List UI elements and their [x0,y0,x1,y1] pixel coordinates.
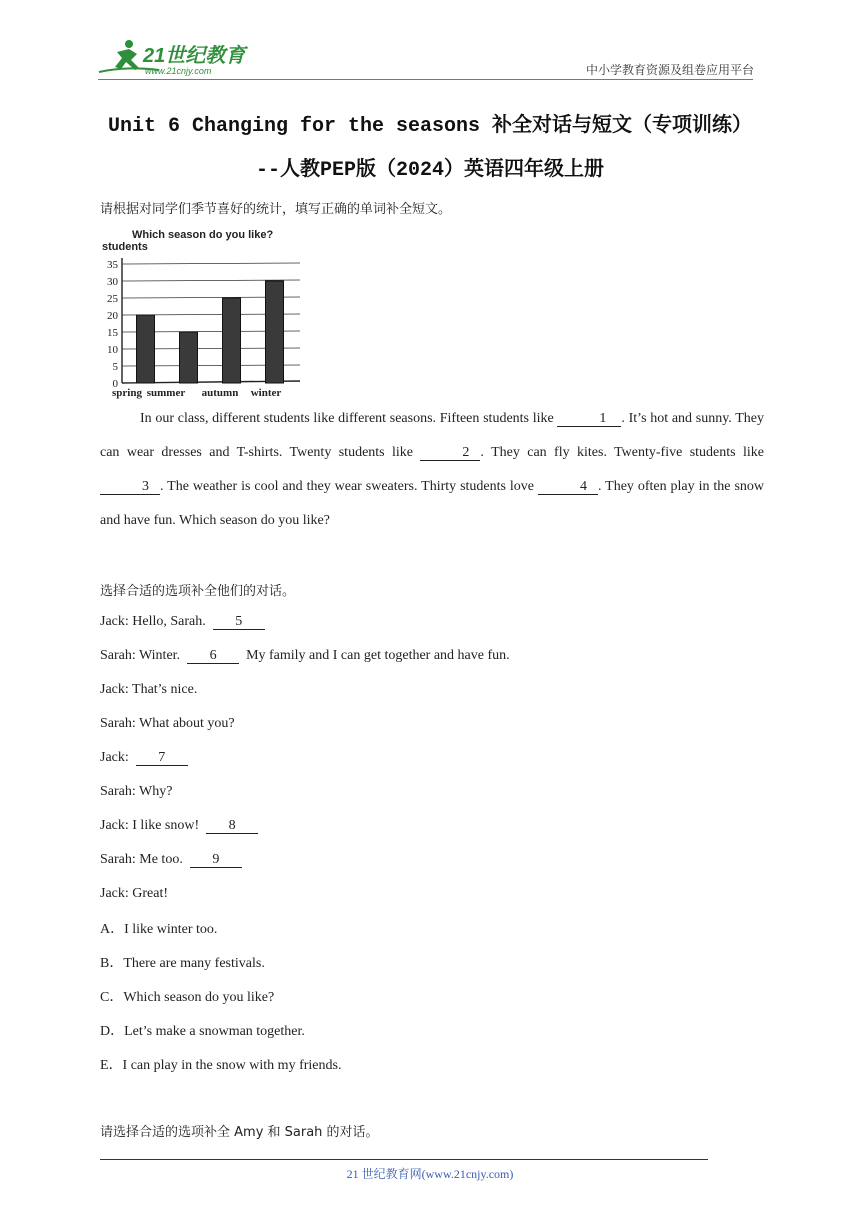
dialogue-line [100,682,197,698]
passage-text-3: . They can fly kites. Twenty-five students like [480,445,765,460]
passage-text-5: . They often play in the snow and have fun. Which season do you like? [100,479,765,528]
dialogue-text: Sarah: What about you? [100,716,235,731]
dialogue-line [100,784,172,800]
dialogue-line [100,886,168,902]
site-logo [95,38,265,80]
dialogue-line [100,852,242,868]
season-chart [100,224,305,404]
chart-bar [266,281,284,383]
blank-4[interactable]: 4 [538,479,598,495]
footer-text: 21 世纪教育网(www.21cnjy.com) [346,1167,514,1181]
chart-ytick-label: 25 [107,293,118,305]
dialogue-text-after: My family and I can get together and have fun. [246,648,510,663]
dialogue-blank[interactable]: 8 [206,818,258,834]
blank-2[interactable]: 2 [420,445,480,461]
page-title: Unit 6 Changing for the seasons 补全对话与短文（专项训练） [107,115,753,138]
dialogue-text: Jack: I like snow! [100,818,200,833]
dialogue-line [100,716,235,732]
chart-gridline [122,263,300,264]
section3-instruction: 请选择合适的选项补全 Amy 和 Sarah 的对话。 [100,1125,379,1140]
dialogue-line [100,614,265,630]
chart-ytick-label: 30 [107,276,118,288]
logo-url: www.21cnjy.com [145,66,212,76]
passage [100,402,764,538]
dialogue-text: Sarah: Winter. [100,648,181,663]
passage-text-2: . It’s hot and sunny. They can wear dresses and T-shirts. Twenty students like [100,411,765,460]
header-tagline: 中小学教育资源及组卷应用平台 [585,63,754,77]
logo-text: 21世纪教育 [143,45,246,67]
dialogue-text: Jack: Hello, Sarah. [100,614,206,629]
dialogue-text: Jack: Great! [100,886,169,901]
page-subtitle: --人教PEP版（2024）英语四年级上册 [255,159,605,182]
chart-category-label: spring [112,387,142,399]
option-item: D．Let’s make a snowman together. [100,1024,305,1039]
dialogue-line [100,750,188,766]
blank-1[interactable]: 1 [557,411,621,427]
chart-bar [180,332,198,383]
chart-ytick-label: 10 [107,344,118,356]
passage-text-4: . The weather is cool and they wear sweaters. Thirty students love [160,479,535,494]
dialogue-blank[interactable]: 5 [213,614,265,630]
dialogue-blank[interactable]: 6 [187,648,239,664]
option-item: B．There are many festivals. [100,956,265,971]
season-chart-svg [100,224,305,404]
chart-ytick-label: 20 [107,310,118,322]
dialogue-text: Jack: That’s nice. [100,682,198,697]
option-item: A．I like winter too. [100,922,218,937]
chart-ylabel: students [102,241,148,253]
section1-instruction: 请根据对同学们季节喜好的统计，填写正确的单词补全短文。 [100,202,452,217]
dialogue-text: Sarah: Me too. [100,852,183,867]
footer-divider [100,1159,708,1160]
chart-bar [137,315,155,383]
chart-category-label: winter [250,387,282,399]
chart-title: Which season do you like? [132,229,274,241]
blank-3[interactable]: 3 [100,479,160,495]
header-divider [98,79,753,80]
chart-category-label: summer [146,387,186,399]
dialogue-line [100,648,510,664]
passage-text-1: In our class, different students like different seasons. Fifteen students like [140,411,554,426]
dialogue-text: Jack: [100,750,129,765]
option-item: E．I can play in the snow with my friends. [100,1058,342,1073]
chart-bar [223,298,241,383]
chart-ytick-label: 0 [112,378,118,390]
option-item: C．Which season do you like? [100,990,275,1005]
section2-instruction: 选择合适的选项补全他们的对话。 [100,584,296,599]
dialogue-blank[interactable]: 7 [136,750,188,766]
dialogue-text: Sarah: Why? [100,784,173,799]
dialogue-blank[interactable]: 9 [190,852,242,868]
chart-ytick-label: 5 [112,361,118,373]
chart-ytick-label: 15 [107,327,118,339]
chart-ytick-label: 35 [107,259,118,271]
dialogue-line [100,818,258,834]
chart-category-label: autumn [201,387,239,399]
